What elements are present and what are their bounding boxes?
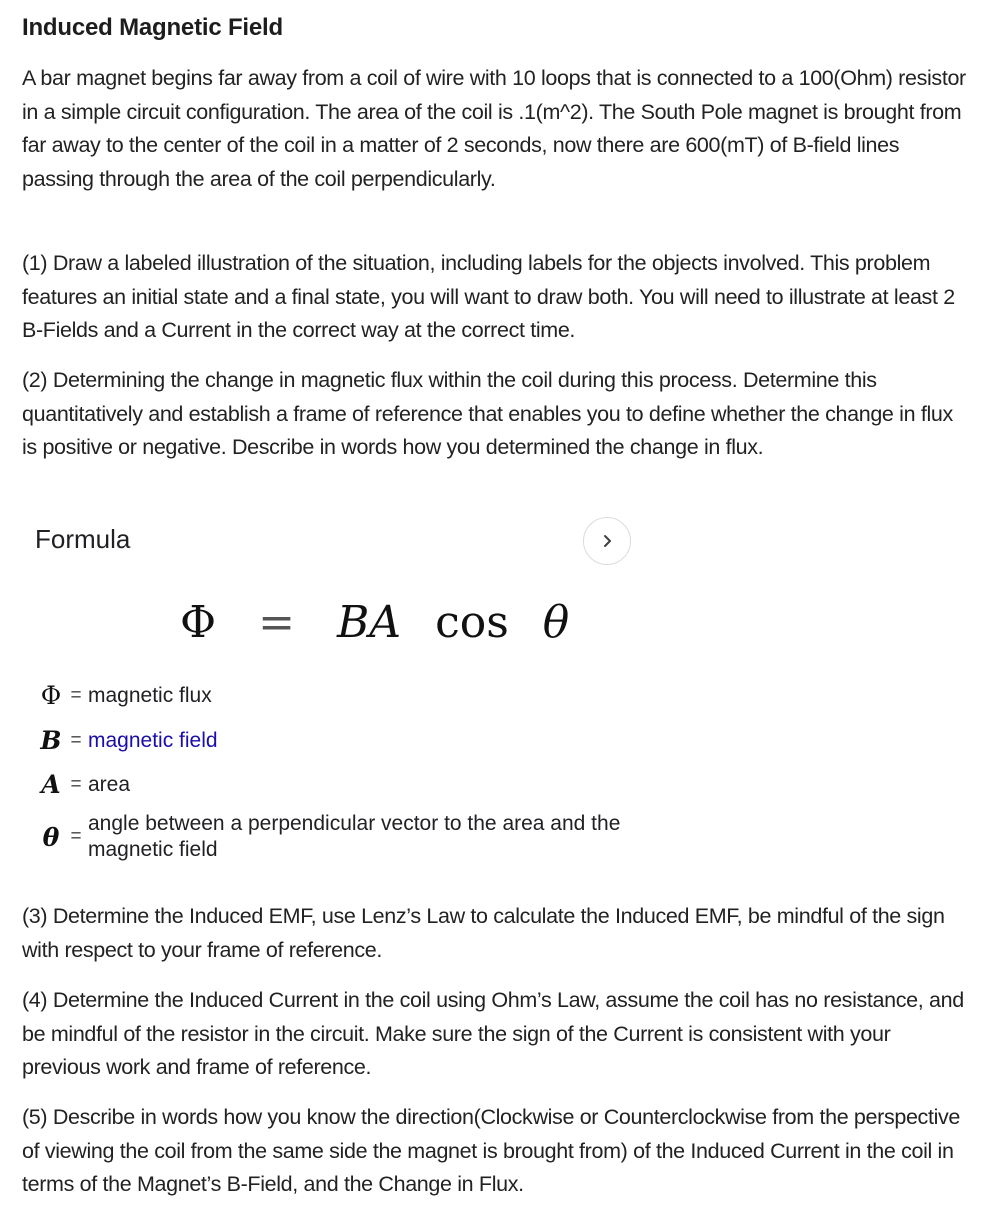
definition-text: area: [88, 772, 131, 796]
equation-equals: =: [258, 597, 295, 648]
question-4: (4) Determine the Induced Current in the coil using Ohm’s Law, assume the coil has no resistance, and be mindful of the resistor in the circuit. Make sure the sign of the Current is consistent with your previous work and frame of reference.: [22, 988, 964, 1079]
equation-cos: cos: [435, 597, 509, 648]
definition-equals: =: [70, 684, 82, 706]
question-2: (2) Determining the change in magnetic flux within the coil during this process. Determine this quantitatively and establish a frame of reference that enables you to define whether the change in flux is positive or negative. Describe in words how you determined the change in flux.: [22, 368, 953, 459]
definition-field: [38, 726, 218, 755]
equation-phi: Φ: [180, 597, 217, 648]
definition-symbol: Φ: [40, 681, 62, 710]
definition-text: angle between a perpendicular vector to the area and the magnetic field: [88, 812, 621, 861]
definition-symbol: θ: [42, 822, 60, 852]
flux-equation: [180, 593, 569, 653]
definition-flux: [38, 681, 212, 710]
definition-symbol: A: [41, 770, 61, 799]
chevron-right-icon: [600, 534, 614, 548]
formula-card-title: Formula: [35, 524, 131, 554]
page-title: Induced Magnetic Field: [22, 14, 283, 41]
definition-angle: [38, 811, 628, 863]
formula-card: [0, 505, 660, 885]
definition-equals: =: [70, 773, 82, 795]
question-3: (3) Determine the Induced EMF, use Lenz’s Law to calculate the Induced EMF, be mindful of the sign with respect to your frame of reference.: [22, 904, 945, 962]
question-1: (1) Draw a labeled illustration of the situation, including labels for the objects involved. This problem features an initial state and a final state, you will want to draw both. You will need to illustrate at least 2 B-Fields and a Current in the correct way at the correct time.: [22, 251, 955, 342]
definition-text: magnetic flux: [88, 683, 212, 707]
definition-equals: =: [70, 729, 82, 751]
equation-ba: BA: [336, 597, 402, 648]
next-button[interactable]: [583, 517, 631, 565]
question-5: (5) Describe in words how you know the direction(Clockwise or Counterclockwise from the perspective of viewing the coil from the same side the magnet is brought from) of the Induced Current in the coil in terms of the Magnet’s B-Field, and the Change in Flux.: [22, 1105, 961, 1196]
definition-symbol: B: [40, 726, 62, 755]
problem-statement: A bar magnet begins far away from a coil of wire with 10 loops that is connected to a 100(Ohm) resistor in a simple circuit configuration. The area of the coil is .1(m^2). The South Pole magnet is brought from far away to the center of the coil in a matter of 2 seconds, now there are 600(mT) of B-field lines passing through the area of the coil perpendicularly.: [22, 66, 966, 191]
equation-theta: θ: [542, 597, 570, 648]
definition-area: [38, 770, 130, 799]
magnetic-field-link[interactable]: magnetic field: [88, 728, 218, 752]
definition-equals: =: [70, 826, 82, 847]
